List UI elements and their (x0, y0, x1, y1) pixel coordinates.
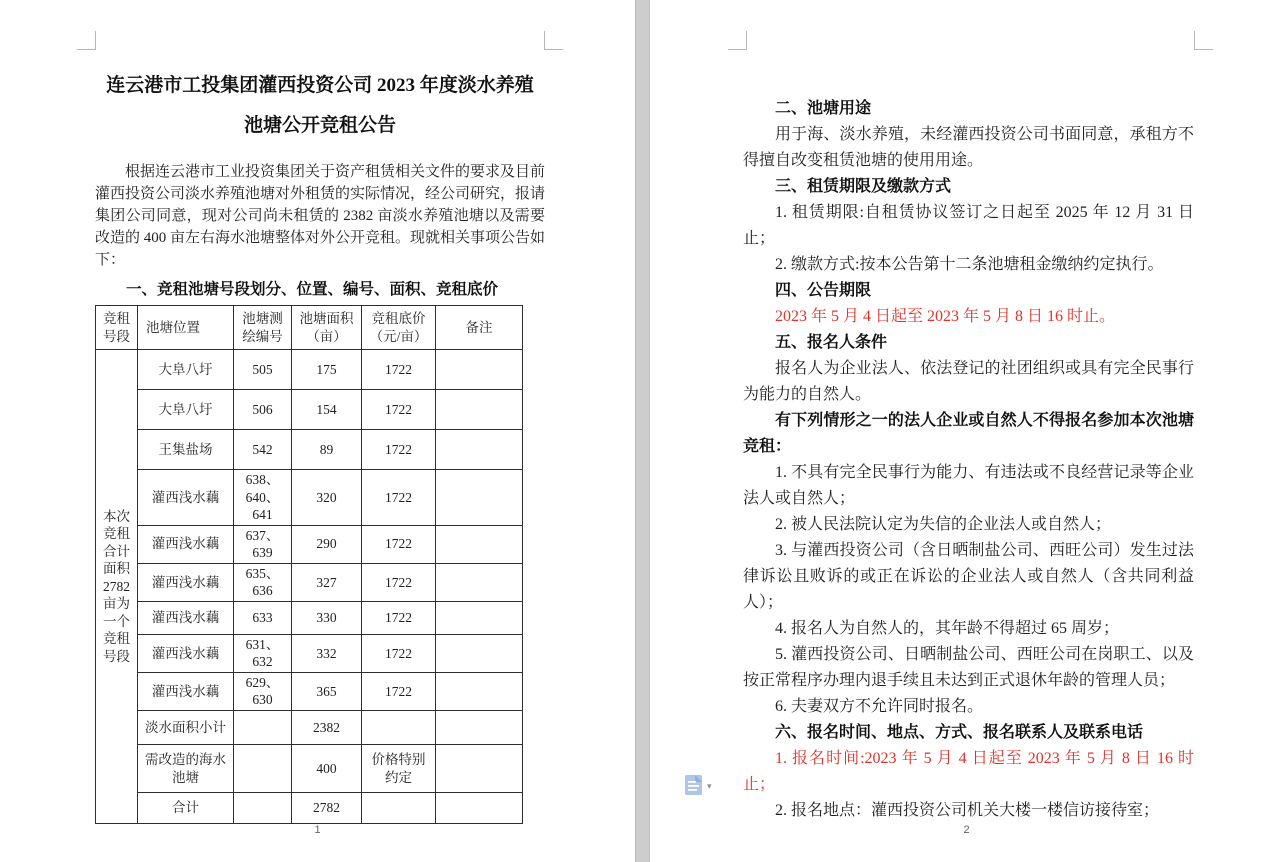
cell-code (234, 745, 292, 793)
cell-code: 633 (234, 601, 292, 634)
heading-notice-period: 四、公告期限 (775, 282, 872, 299)
heading-applicant-req: 五、报名人条件 (775, 334, 888, 351)
cell-location: 合计 (138, 793, 234, 824)
section-1-heading: 一、竞租池塘号段划分、位置、编号、面积、竞租底价 (126, 281, 499, 298)
cell-price: 1722 (362, 350, 436, 390)
cell-note (436, 601, 523, 634)
cell-area: 290 (292, 525, 362, 563)
cell-code: 505 (234, 350, 292, 390)
table-row (96, 525, 523, 563)
cell-note (436, 563, 523, 601)
col-header: 池塘位置 (138, 306, 234, 350)
cell-note (436, 525, 523, 563)
cell-note (436, 430, 523, 470)
heading-registration: 六、报名时间、地点、方式、报名联系人及联系电话 (775, 724, 1144, 741)
notice-period-dates: 2023 年 5 月 4 日起至 2023 年 5 月 8 日 16 时止。 (775, 308, 1116, 325)
cell-location: 王集盐场 (138, 430, 234, 470)
table-row (96, 793, 523, 824)
cell-location: 大阜八圩 (138, 390, 234, 430)
crop-mark-page1-top-left (77, 31, 96, 50)
table-row (96, 711, 523, 745)
cell-location: 灌西浅水藕 (138, 470, 234, 526)
cell-note (436, 745, 523, 793)
cell-note (436, 711, 523, 745)
subheading-exclusions: 有下列情形之一的法人企业或自然人不得报名参加本次池塘竞租： (743, 412, 1194, 455)
page-gap (635, 0, 650, 862)
cell-price: 1722 (362, 430, 436, 470)
cell-location: 需改造的海水池塘 (138, 745, 234, 793)
list-item: 5. 灌西投资公司、日晒制盐公司、西旺公司在岗职工、以及按正常程序办理内退手续且未达到正式退休年龄的管理人员； (743, 646, 1194, 689)
cell-price: 1722 (362, 470, 436, 526)
cell-location: 灌西浅水藕 (138, 525, 234, 563)
cell-code: 635、636 (234, 563, 292, 601)
cell-area: 327 (292, 563, 362, 601)
list-item: 6. 夫妻双方不允许同时报名。 (775, 698, 984, 715)
cell-code: 629、630 (234, 672, 292, 710)
cell-price: 1722 (362, 563, 436, 601)
col-header: 竞租底价（元/亩） (362, 306, 436, 350)
cell-price: 1722 (362, 634, 436, 672)
cell-area: 2782 (292, 793, 362, 824)
page-number: 1 (314, 824, 321, 836)
table-row (96, 745, 523, 793)
cell-code (234, 793, 292, 824)
page-2 (650, 0, 1283, 862)
table-row (96, 470, 523, 526)
cell-location: 灌西浅水藕 (138, 601, 234, 634)
crop-mark-page2-top-left (728, 31, 747, 50)
col-header: 竞租号段 (96, 306, 138, 350)
intro-paragraph: 根据连云港市工业投资集团关于资产租赁相关文件的要求及目前灌西投资公司淡水养殖池塘对外租赁的实际情况，经公司研究，报请集团公司同意，现对公司尚未租赁的 2382 亩淡水养殖池塘以及需要改造的 400 亩左右海水池塘整体对外公开竞租。现就相关事项公告如下： (95, 164, 546, 268)
table-row (96, 430, 523, 470)
list-item: 2. 被人民法院认定为失信的企业法人或自然人； (775, 516, 1112, 533)
table-header-row (96, 306, 523, 350)
cell-area: 89 (292, 430, 362, 470)
cell-area: 320 (292, 470, 362, 526)
col-header: 备注 (436, 306, 523, 350)
paragraph: 用于海、淡水养殖，未经灌西投资公司书面同意，承租方不得擅自改变租赁池塘的使用用途。 (743, 126, 1194, 169)
list-item: 3. 与灌西投资公司（含日晒制盐公司、西旺公司）发生过法律诉讼且败诉的或正在诉讼的企业法人或自然人（含共同利益人）； (743, 542, 1194, 611)
table-row (96, 563, 523, 601)
cell-price: 价格特别约定 (362, 745, 436, 793)
cell-location: 灌西浅水藕 (138, 672, 234, 710)
cell-note (436, 350, 523, 390)
cell-code: 631、632 (234, 634, 292, 672)
cell-price: 1722 (362, 601, 436, 634)
cell-code: 637、639 (234, 525, 292, 563)
table-row (96, 350, 523, 390)
crop-mark-page1-top-right (544, 31, 563, 50)
pond-table (95, 305, 523, 824)
table-row (96, 601, 523, 634)
crop-mark-page2-top-right (1194, 31, 1213, 50)
table-row (96, 634, 523, 672)
cell-area: 332 (292, 634, 362, 672)
col-header: 池塘面积（亩） (292, 306, 362, 350)
cell-price: 1722 (362, 525, 436, 563)
dropdown-arrow-icon: ▾ (707, 781, 712, 792)
list-item: 2. 缴款方式:按本公告第十二条池塘租金缴纳约定执行。 (775, 256, 1164, 273)
cell-area: 2382 (292, 711, 362, 745)
cell-area: 330 (292, 601, 362, 634)
group-label-cell: 本次竞租合计面积2782亩为一个竞租号段 (96, 350, 138, 824)
cell-note (436, 793, 523, 824)
page-number: 2 (963, 824, 970, 836)
col-header: 池塘测绘编号 (234, 306, 292, 350)
heading-lease-term: 三、租赁期限及缴款方式 (775, 178, 952, 195)
cell-code: 542 (234, 430, 292, 470)
registration-time: 1. 报名时间:2023 年 5 月 4 日起至 2023 年 5 月 8 日 16 时止； (743, 750, 1194, 793)
page-1 (0, 0, 635, 862)
heading-pond-use: 二、池塘用途 (775, 100, 872, 117)
cell-code: 506 (234, 390, 292, 430)
list-item: 1. 租赁期限:自租赁协议签订之日起至 2025 年 12 月 31 日止； (743, 204, 1194, 247)
cell-price: 1722 (362, 390, 436, 430)
cell-price: 1722 (362, 672, 436, 710)
paragraph: 报名人为企业法人、依法登记的社团组织或具有完全民事行为能力的自然人。 (743, 360, 1194, 403)
cell-area: 154 (292, 390, 362, 430)
cell-area: 175 (292, 350, 362, 390)
cell-location: 灌西浅水藕 (138, 634, 234, 672)
cell-note (436, 634, 523, 672)
cell-note (436, 390, 523, 430)
cell-area: 365 (292, 672, 362, 710)
cell-location: 大阜八圩 (138, 350, 234, 390)
cell-note (436, 470, 523, 526)
cell-note (436, 672, 523, 710)
registration-place: 2. 报名地点：灌西投资公司机关大楼一楼信访接待室； (775, 802, 1160, 819)
document-title-line1: 连云港市工投集团灌西投资公司 2023 年度淡水养殖 (106, 75, 534, 96)
cell-code (234, 711, 292, 745)
document-title-line2: 池塘公开竞租公告 (243, 115, 396, 136)
cell-price (362, 793, 436, 824)
list-item: 1. 不具有完全民事行为能力、有违法或不良经营记录等企业法人或自然人； (743, 464, 1194, 507)
list-item: 4. 报名人为自然人的，其年龄不得超过 65 周岁； (775, 620, 1120, 637)
cell-area: 400 (292, 745, 362, 793)
cell-location: 灌西浅水藕 (138, 563, 234, 601)
table-row (96, 390, 523, 430)
cell-price (362, 711, 436, 745)
cell-code: 638、640、641 (234, 470, 292, 526)
table-row (96, 672, 523, 710)
paste-options-button[interactable] (684, 773, 726, 801)
cell-location: 淡水面积小计 (138, 711, 234, 745)
paste-options-icon (684, 774, 703, 801)
